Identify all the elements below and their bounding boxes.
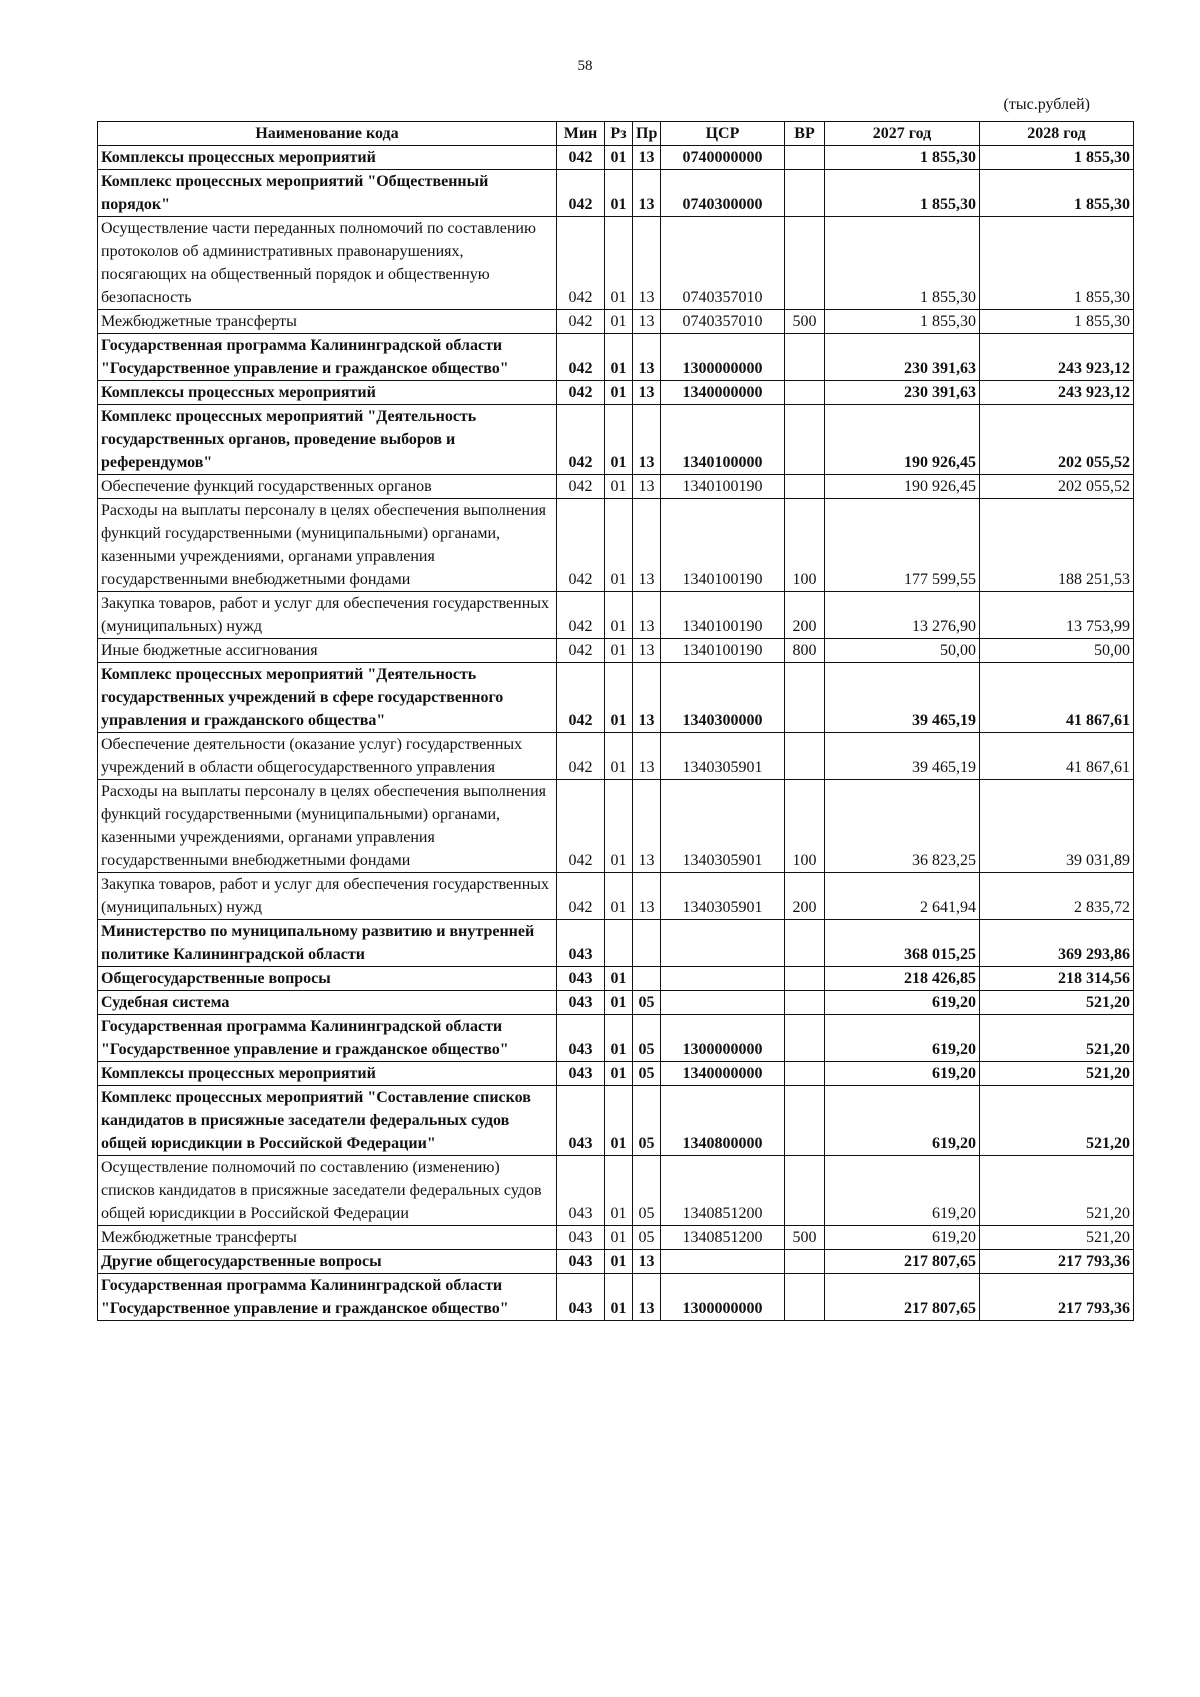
cell-name: Государственная программа Калининградской области "Государственное управление и гражданское общество" xyxy=(98,1274,557,1321)
cell-name: Расходы на выплаты персоналу в целях обеспечения выполнения функций государственными (муниципальными) органами, казенными учреждениями, органами управления государственными внебюджетными фондами xyxy=(98,499,557,592)
cell-csr: 1340100000 xyxy=(661,405,785,475)
cell-min: 042 xyxy=(557,592,605,639)
cell-csr xyxy=(661,1250,785,1274)
cell-2028: 188 251,53 xyxy=(980,499,1134,592)
cell-2028: 217 793,36 xyxy=(980,1274,1134,1321)
cell-2027: 217 807,65 xyxy=(825,1274,980,1321)
cell-vr xyxy=(785,217,825,310)
table-row xyxy=(98,334,1134,381)
cell-min: 043 xyxy=(557,1086,605,1156)
cell-rz: 01 xyxy=(605,475,633,499)
cell-2028: 2 835,72 xyxy=(980,873,1134,920)
cell-csr: 1300000000 xyxy=(661,1015,785,1062)
cell-name: Другие общегосударственные вопросы xyxy=(98,1250,557,1274)
table-row xyxy=(98,1086,1134,1156)
cell-2028: 1 855,30 xyxy=(980,170,1134,217)
table-row xyxy=(98,920,1134,967)
cell-2028: 521,20 xyxy=(980,1015,1134,1062)
cell-min: 042 xyxy=(557,475,605,499)
cell-2028: 41 867,61 xyxy=(980,663,1134,733)
table-row xyxy=(98,170,1134,217)
cell-2028: 243 923,12 xyxy=(980,334,1134,381)
cell-rz: 01 xyxy=(605,592,633,639)
cell-csr: 1300000000 xyxy=(661,334,785,381)
header-csr: ЦСР xyxy=(661,122,785,146)
cell-min: 042 xyxy=(557,873,605,920)
cell-pr: 13 xyxy=(633,405,661,475)
cell-rz: 01 xyxy=(605,1062,633,1086)
cell-name: Обеспечение деятельности (оказание услуг) государственных учреждений в области общегосударственного управления xyxy=(98,733,557,780)
cell-vr xyxy=(785,170,825,217)
header-2027: 2027 год xyxy=(825,122,980,146)
table-row xyxy=(98,967,1134,991)
cell-rz: 01 xyxy=(605,1086,633,1156)
cell-min: 043 xyxy=(557,1274,605,1321)
cell-min: 042 xyxy=(557,334,605,381)
cell-pr xyxy=(633,967,661,991)
cell-vr xyxy=(785,1274,825,1321)
table-row xyxy=(98,592,1134,639)
cell-2027: 177 599,55 xyxy=(825,499,980,592)
cell-2028: 521,20 xyxy=(980,1156,1134,1226)
cell-2028: 369 293,86 xyxy=(980,920,1134,967)
cell-vr: 500 xyxy=(785,1226,825,1250)
table-row xyxy=(98,1226,1134,1250)
cell-rz: 01 xyxy=(605,334,633,381)
cell-min: 042 xyxy=(557,780,605,873)
header-name: Наименование кода xyxy=(98,122,557,146)
cell-csr: 1340100190 xyxy=(661,639,785,663)
cell-min: 042 xyxy=(557,405,605,475)
cell-vr: 100 xyxy=(785,499,825,592)
cell-min: 043 xyxy=(557,1156,605,1226)
cell-csr: 1340305901 xyxy=(661,733,785,780)
cell-2028: 1 855,30 xyxy=(980,146,1134,170)
cell-2028: 521,20 xyxy=(980,991,1134,1015)
cell-pr: 13 xyxy=(633,475,661,499)
cell-min: 042 xyxy=(557,733,605,780)
header-vr: ВР xyxy=(785,122,825,146)
cell-2028: 50,00 xyxy=(980,639,1134,663)
cell-csr: 1340300000 xyxy=(661,663,785,733)
page-number: 58 xyxy=(577,58,593,74)
cell-2027: 230 391,63 xyxy=(825,334,980,381)
cell-min: 043 xyxy=(557,991,605,1015)
cell-2028: 521,20 xyxy=(980,1086,1134,1156)
cell-vr xyxy=(785,405,825,475)
cell-csr xyxy=(661,967,785,991)
cell-2027: 2 641,94 xyxy=(825,873,980,920)
cell-2027: 190 926,45 xyxy=(825,475,980,499)
cell-vr xyxy=(785,663,825,733)
cell-pr: 13 xyxy=(633,334,661,381)
cell-pr: 13 xyxy=(633,499,661,592)
cell-2027: 619,20 xyxy=(825,1015,980,1062)
cell-rz: 01 xyxy=(605,405,633,475)
cell-2027: 1 855,30 xyxy=(825,146,980,170)
cell-csr: 1340851200 xyxy=(661,1226,785,1250)
table-row xyxy=(98,1062,1134,1086)
cell-rz xyxy=(605,920,633,967)
cell-2028: 243 923,12 xyxy=(980,381,1134,405)
cell-csr: 1340851200 xyxy=(661,1156,785,1226)
cell-pr: 13 xyxy=(633,873,661,920)
cell-rz: 01 xyxy=(605,381,633,405)
cell-2027: 230 391,63 xyxy=(825,381,980,405)
table-body xyxy=(98,146,1134,1321)
cell-rz: 01 xyxy=(605,873,633,920)
cell-name: Общегосударственные вопросы xyxy=(98,967,557,991)
cell-rz: 01 xyxy=(605,146,633,170)
cell-csr xyxy=(661,991,785,1015)
cell-pr: 05 xyxy=(633,1156,661,1226)
cell-rz: 01 xyxy=(605,499,633,592)
cell-vr xyxy=(785,1156,825,1226)
cell-pr: 05 xyxy=(633,1086,661,1156)
cell-name: Обеспечение функций государственных органов xyxy=(98,475,557,499)
cell-name: Осуществление части переданных полномочий по составлению протоколов об административных правонарушениях, посягающих на общественный порядок и общественную безопасность xyxy=(98,217,557,310)
cell-2028: 521,20 xyxy=(980,1226,1134,1250)
cell-name: Межбюджетные трансферты xyxy=(98,310,557,334)
cell-name: Расходы на выплаты персоналу в целях обеспечения выполнения функций государственными (муниципальными) органами, казенными учреждениями, органами управления государственными внебюджетными фондами xyxy=(98,780,557,873)
cell-2027: 368 015,25 xyxy=(825,920,980,967)
cell-min: 043 xyxy=(557,967,605,991)
cell-csr: 1300000000 xyxy=(661,1274,785,1321)
cell-vr xyxy=(785,920,825,967)
cell-rz: 01 xyxy=(605,310,633,334)
cell-min: 042 xyxy=(557,217,605,310)
cell-name: Комплекс процессных мероприятий "Составление списков кандидатов в присяжные заседатели федеральных судов общей юрисдикции в Российской Федерации" xyxy=(98,1086,557,1156)
cell-rz: 01 xyxy=(605,1250,633,1274)
cell-2027: 619,20 xyxy=(825,1086,980,1156)
cell-2027: 619,20 xyxy=(825,1156,980,1226)
cell-name: Закупка товаров, работ и услуг для обеспечения государственных (муниципальных) нужд xyxy=(98,873,557,920)
cell-csr: 1340100190 xyxy=(661,592,785,639)
cell-rz: 01 xyxy=(605,217,633,310)
cell-vr xyxy=(785,1086,825,1156)
cell-vr: 200 xyxy=(785,873,825,920)
table-row xyxy=(98,663,1134,733)
cell-2027: 190 926,45 xyxy=(825,405,980,475)
cell-pr: 13 xyxy=(633,381,661,405)
cell-min: 043 xyxy=(557,1226,605,1250)
cell-name: Комплекс процессных мероприятий "Деятельность государственных органов, проведение выборов и референдумов" xyxy=(98,405,557,475)
cell-name: Комплекс процессных мероприятий "Общественный порядок" xyxy=(98,170,557,217)
cell-vr xyxy=(785,967,825,991)
cell-2028: 1 855,30 xyxy=(980,310,1134,334)
cell-vr xyxy=(785,1250,825,1274)
table-row xyxy=(98,780,1134,873)
cell-csr: 0740357010 xyxy=(661,217,785,310)
cell-rz: 01 xyxy=(605,663,633,733)
table-row xyxy=(98,146,1134,170)
cell-csr: 0740300000 xyxy=(661,170,785,217)
cell-csr: 1340305901 xyxy=(661,780,785,873)
cell-vr: 500 xyxy=(785,310,825,334)
cell-name: Комплексы процессных мероприятий xyxy=(98,381,557,405)
cell-2027: 217 807,65 xyxy=(825,1250,980,1274)
cell-csr: 1340800000 xyxy=(661,1086,785,1156)
cell-pr: 13 xyxy=(633,217,661,310)
cell-name: Межбюджетные трансферты xyxy=(98,1226,557,1250)
cell-min: 042 xyxy=(557,170,605,217)
cell-2028: 217 793,36 xyxy=(980,1250,1134,1274)
cell-2027: 50,00 xyxy=(825,639,980,663)
cell-rz: 01 xyxy=(605,780,633,873)
cell-rz: 01 xyxy=(605,733,633,780)
cell-2028: 1 855,30 xyxy=(980,217,1134,310)
cell-pr: 13 xyxy=(633,1274,661,1321)
cell-2028: 41 867,61 xyxy=(980,733,1134,780)
cell-pr: 05 xyxy=(633,1062,661,1086)
cell-2027: 1 855,30 xyxy=(825,310,980,334)
table-row xyxy=(98,639,1134,663)
cell-min: 042 xyxy=(557,381,605,405)
cell-pr: 05 xyxy=(633,1226,661,1250)
cell-vr: 800 xyxy=(785,639,825,663)
header-rz: Рз xyxy=(605,122,633,146)
budget-table xyxy=(97,121,1134,1321)
cell-2028: 202 055,52 xyxy=(980,475,1134,499)
cell-vr: 200 xyxy=(785,592,825,639)
cell-2027: 1 855,30 xyxy=(825,170,980,217)
cell-rz: 01 xyxy=(605,967,633,991)
table-row xyxy=(98,499,1134,592)
cell-rz: 01 xyxy=(605,1226,633,1250)
table-row xyxy=(98,1156,1134,1226)
cell-pr: 13 xyxy=(633,1250,661,1274)
cell-pr: 13 xyxy=(633,663,661,733)
table-row xyxy=(98,873,1134,920)
cell-min: 042 xyxy=(557,146,605,170)
cell-csr: 1340100190 xyxy=(661,499,785,592)
cell-csr: 1340305901 xyxy=(661,873,785,920)
cell-csr: 0740357010 xyxy=(661,310,785,334)
cell-min: 043 xyxy=(557,1250,605,1274)
table-header-row xyxy=(98,122,1134,146)
cell-2028: 39 031,89 xyxy=(980,780,1134,873)
cell-pr: 13 xyxy=(633,592,661,639)
cell-2027: 13 276,90 xyxy=(825,592,980,639)
cell-name: Комплексы процессных мероприятий xyxy=(98,146,557,170)
cell-csr: 1340000000 xyxy=(661,1062,785,1086)
table-row xyxy=(98,733,1134,780)
cell-vr xyxy=(785,146,825,170)
cell-csr xyxy=(661,920,785,967)
cell-pr: 13 xyxy=(633,146,661,170)
cell-min: 042 xyxy=(557,310,605,334)
cell-name: Иные бюджетные ассигнования xyxy=(98,639,557,663)
cell-min: 043 xyxy=(557,1062,605,1086)
cell-vr: 100 xyxy=(785,780,825,873)
table-row xyxy=(98,991,1134,1015)
cell-vr xyxy=(785,991,825,1015)
table-row xyxy=(98,217,1134,310)
header-pr: Пр xyxy=(633,122,661,146)
cell-pr: 13 xyxy=(633,733,661,780)
cell-name: Государственная программа Калининградской области "Государственное управление и гражданское общество" xyxy=(98,334,557,381)
cell-2027: 619,20 xyxy=(825,991,980,1015)
cell-name: Государственная программа Калининградской области "Государственное управление и гражданское общество" xyxy=(98,1015,557,1062)
cell-rz: 01 xyxy=(605,991,633,1015)
cell-2027: 36 823,25 xyxy=(825,780,980,873)
cell-min: 042 xyxy=(557,499,605,592)
cell-min: 042 xyxy=(557,663,605,733)
table-row xyxy=(98,381,1134,405)
cell-pr: 13 xyxy=(633,780,661,873)
table-row xyxy=(98,1015,1134,1062)
cell-pr: 13 xyxy=(633,170,661,217)
cell-name: Министерство по муниципальному развитию и внутренней политике Калининградской области xyxy=(98,920,557,967)
cell-name: Комплекс процессных мероприятий "Деятельность государственных учреждений в сфере государственного управления и гражданского общества" xyxy=(98,663,557,733)
cell-csr: 1340000000 xyxy=(661,381,785,405)
cell-2027: 619,20 xyxy=(825,1226,980,1250)
cell-pr: 05 xyxy=(633,991,661,1015)
table-row xyxy=(98,310,1134,334)
cell-vr xyxy=(785,381,825,405)
cell-pr: 13 xyxy=(633,639,661,663)
cell-vr xyxy=(785,475,825,499)
cell-csr: 1340100190 xyxy=(661,475,785,499)
cell-rz: 01 xyxy=(605,639,633,663)
table-row xyxy=(98,1274,1134,1321)
cell-2028: 521,20 xyxy=(980,1062,1134,1086)
header-min: Мин xyxy=(557,122,605,146)
cell-2027: 1 855,30 xyxy=(825,217,980,310)
cell-name: Осуществление полномочий по составлению (изменению) списков кандидатов в присяжные заседатели федеральных судов общей юрисдикции в Российской Федерации xyxy=(98,1156,557,1226)
cell-2027: 39 465,19 xyxy=(825,733,980,780)
cell-name: Судебная система xyxy=(98,991,557,1015)
cell-rz: 01 xyxy=(605,1274,633,1321)
cell-min: 043 xyxy=(557,1015,605,1062)
cell-2028: 202 055,52 xyxy=(980,405,1134,475)
header-2028: 2028 год xyxy=(980,122,1134,146)
cell-csr: 0740000000 xyxy=(661,146,785,170)
table-row xyxy=(98,1250,1134,1274)
table-row xyxy=(98,405,1134,475)
cell-pr: 13 xyxy=(633,310,661,334)
cell-min: 042 xyxy=(557,639,605,663)
cell-pr: 05 xyxy=(633,1015,661,1062)
cell-2028: 218 314,56 xyxy=(980,967,1134,991)
cell-2027: 619,20 xyxy=(825,1062,980,1086)
table-row xyxy=(98,475,1134,499)
cell-pr xyxy=(633,920,661,967)
units-note: (тыс.рублей) xyxy=(1003,96,1090,113)
cell-rz: 01 xyxy=(605,1156,633,1226)
cell-name: Закупка товаров, работ и услуг для обеспечения государственных (муниципальных) нужд xyxy=(98,592,557,639)
cell-name: Комплексы процессных мероприятий xyxy=(98,1062,557,1086)
cell-rz: 01 xyxy=(605,1015,633,1062)
cell-vr xyxy=(785,334,825,381)
cell-rz: 01 xyxy=(605,170,633,217)
cell-vr xyxy=(785,1015,825,1062)
cell-vr xyxy=(785,733,825,780)
cell-2028: 13 753,99 xyxy=(980,592,1134,639)
cell-vr xyxy=(785,1062,825,1086)
cell-2027: 39 465,19 xyxy=(825,663,980,733)
cell-min: 043 xyxy=(557,920,605,967)
cell-2027: 218 426,85 xyxy=(825,967,980,991)
